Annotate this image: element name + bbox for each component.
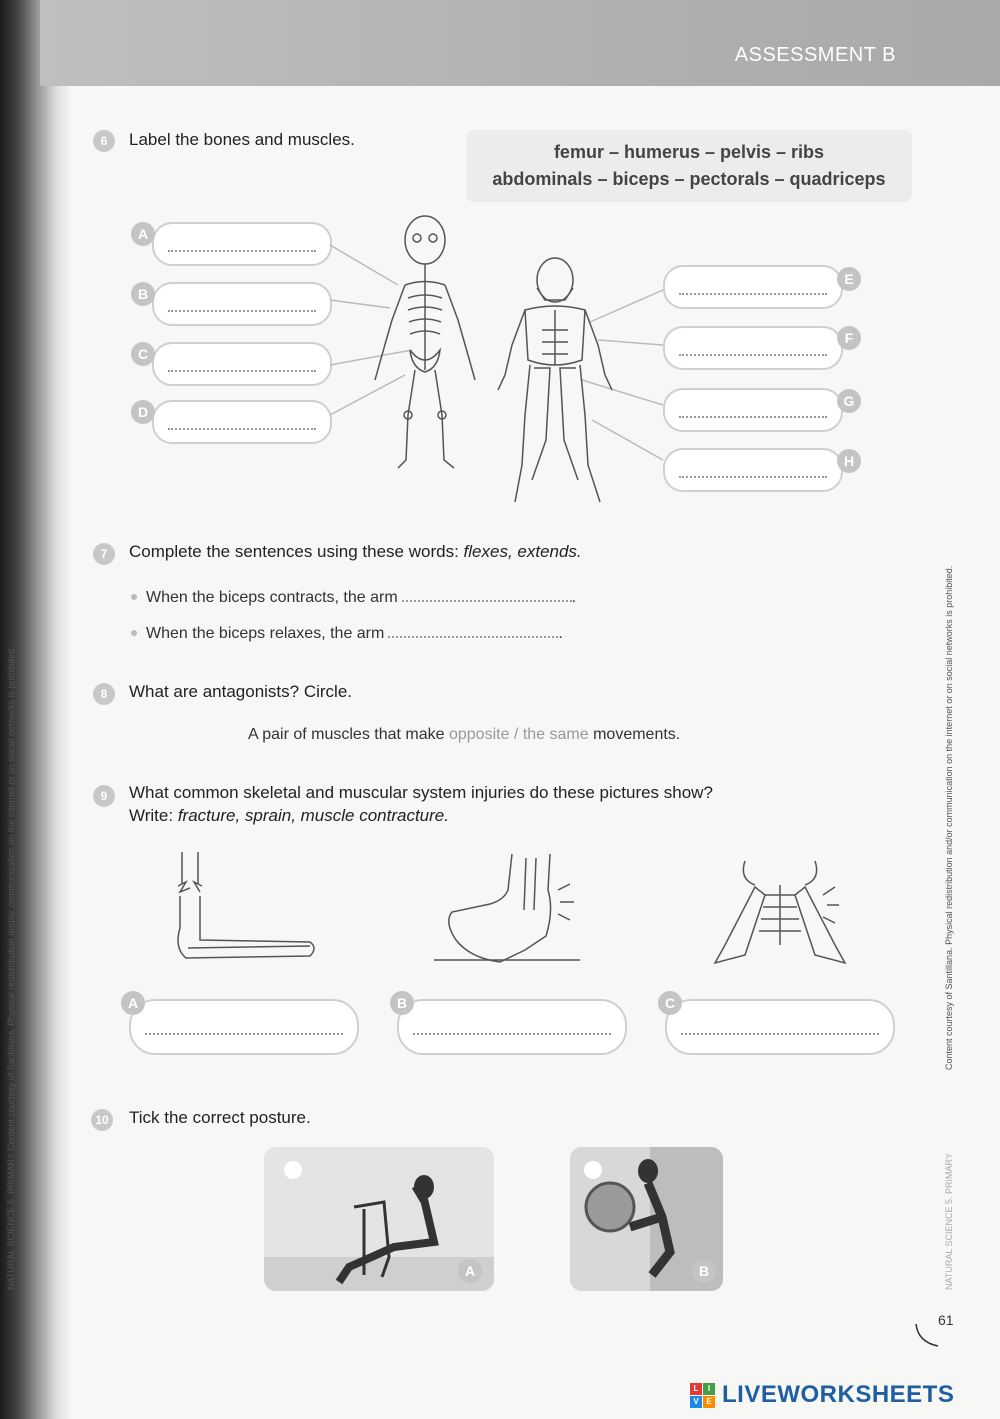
question-7-word-list: flexes, extends. (463, 542, 582, 561)
sentence-2-period: . (558, 625, 563, 642)
injury-letter-c: C (658, 991, 682, 1015)
question-10-prompt: Tick the correct posture. (129, 1108, 311, 1127)
label-field-d[interactable] (152, 400, 332, 444)
liveworksheets-logo: L I V E (690, 1383, 716, 1409)
question-number-6: 6 (93, 130, 115, 152)
tick-circle-a[interactable] (284, 1161, 302, 1179)
sentence-2-blank[interactable] (388, 636, 558, 638)
option-opposite[interactable]: opposite (448, 726, 510, 743)
posture-photo-b[interactable] (570, 1147, 723, 1291)
sentence-2 (146, 625, 563, 643)
question-9-word-list: fracture, sprain, muscle contracture. (177, 806, 449, 825)
fracture-arm-drawing (160, 848, 330, 973)
question-9-line-2 (129, 806, 449, 826)
label-field-g[interactable] (663, 388, 843, 432)
sentence-2-text: When the biceps relaxes, the arm (146, 625, 385, 642)
neck-muscle-drawing (705, 855, 855, 970)
right-margin-series: NATURAL SCIENCE 5. PRIMARY (944, 1153, 954, 1290)
assessment-title: ASSESSMENT B (734, 44, 896, 66)
question-8-prompt: What are antagonists? Circle. (129, 682, 352, 701)
label-field-h[interactable] (663, 448, 843, 492)
sentence-1 (146, 589, 576, 607)
question-number-7: 7 (93, 543, 115, 565)
injury-answer-b[interactable] (397, 999, 627, 1055)
label-field-a[interactable] (152, 222, 332, 266)
question-number-10: 10 (91, 1109, 113, 1131)
posture-photo-a[interactable] (264, 1147, 494, 1291)
word-bank-line-2: abdominals – biceps – pectorals – quadriceps (492, 169, 886, 189)
word-bank (466, 130, 912, 202)
question-9-line-1: What common skeletal and muscular system injuries do these pictures show? (129, 783, 713, 802)
label-letter-d: D (131, 400, 155, 424)
word-bank-line-1: femur – humerus – pelvis – ribs (553, 142, 825, 162)
question-9-write-label: Write: (129, 806, 178, 825)
label-field-e[interactable] (663, 265, 843, 309)
question-8-sentence-start: A pair of muscles that make (248, 726, 449, 743)
header-bar (40, 0, 1000, 86)
question-8-sentence (248, 726, 680, 744)
label-field-c[interactable] (152, 342, 332, 386)
label-letter-h: H (837, 449, 861, 473)
injury-answer-c[interactable] (665, 999, 895, 1055)
tick-circle-b[interactable] (584, 1161, 602, 1179)
question-7-prompt (129, 542, 582, 562)
label-letter-b: B (131, 282, 155, 306)
injury-answer-a[interactable] (129, 999, 359, 1055)
label-field-b[interactable] (152, 282, 332, 326)
sentence-1-blank[interactable] (402, 600, 572, 602)
right-margin-credit: Content courtesy of Santillana. Physical redistribution and/or communication on the internet or on social networks is prohibited. (944, 565, 954, 1070)
option-separator: / (509, 726, 523, 743)
question-number-9: 9 (93, 785, 115, 807)
question-6-prompt: Label the bones and muscles. (129, 130, 355, 149)
label-field-f[interactable] (663, 326, 843, 370)
sprained-ankle-drawing (430, 850, 590, 970)
label-letter-a: A (131, 222, 155, 246)
question-number-8: 8 (93, 683, 115, 705)
sentence-1-period: . (571, 589, 577, 606)
posture-letter-a: A (458, 1259, 482, 1283)
question-7-prompt-text: Complete the sentences using these words: (129, 542, 464, 561)
bullet-2 (131, 630, 137, 636)
posture-letter-b: B (692, 1259, 716, 1283)
page-number: 61 (938, 1312, 954, 1328)
skeleton-and-muscle-figures (320, 210, 670, 510)
injury-letter-b: B (390, 991, 414, 1015)
option-the-same[interactable]: the same (522, 726, 589, 743)
label-letter-f: F (837, 326, 861, 350)
label-letter-e: E (837, 267, 861, 291)
sentence-1-text: When the biceps contracts, the arm (146, 589, 398, 606)
question-8-sentence-end: movements. (588, 726, 681, 743)
label-letter-c: C (131, 342, 155, 366)
bullet-1 (131, 594, 137, 600)
injury-letter-a: A (121, 991, 145, 1015)
liveworksheets-brand[interactable]: LIVEWORKSHEETS (722, 1381, 955, 1408)
left-margin-credit: NATURAL SCIENCE 5. PRIMARY Content courtesy of Santillana. Physical redistribution and/or communication on the internet or on social networks is prohibited. (6, 646, 16, 1290)
label-letter-g: G (837, 389, 861, 413)
